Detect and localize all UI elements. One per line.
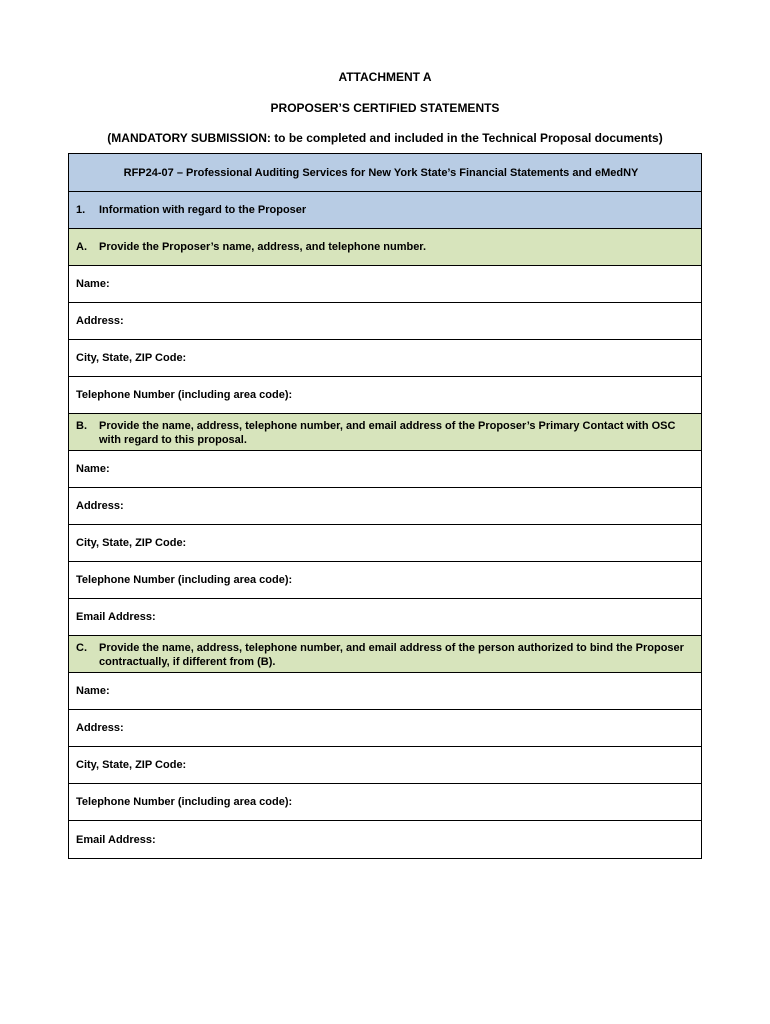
attachment-label: ATTACHMENT A: [338, 70, 432, 84]
part-a-address-field[interactable]: [69, 303, 701, 340]
part-c-letter: C.: [76, 642, 87, 654]
document-subtitle: (MANDATORY SUBMISSION: to be completed and included in the Technical Proposal documents): [107, 131, 663, 145]
field-label: Address:: [76, 722, 124, 734]
part-a-name-field[interactable]: [69, 266, 701, 303]
field-label: Name:: [76, 685, 110, 697]
field-label: Telephone Number (including area code):: [76, 389, 293, 401]
field-label: Telephone Number (including area code):: [76, 574, 293, 586]
field-label: Email Address:: [76, 833, 156, 846]
part-b-telephone-field[interactable]: [69, 562, 701, 599]
part-a-letter: A.: [76, 241, 87, 253]
document-title: PROPOSER’S CERTIFIED STATEMENTS: [270, 101, 500, 115]
part-c-email-field[interactable]: [69, 821, 701, 858]
field-label: City, State, ZIP Code:: [76, 759, 187, 771]
part-b-city-field[interactable]: [69, 525, 701, 562]
part-b-email-field[interactable]: [69, 599, 701, 636]
part-a-telephone-field[interactable]: [69, 377, 701, 414]
part-b-letter: B.: [76, 420, 87, 432]
part-b-name-field[interactable]: [69, 451, 701, 488]
part-c-address-field[interactable]: [69, 710, 701, 747]
field-label: City, State, ZIP Code:: [76, 537, 187, 549]
field-label: City, State, ZIP Code:: [76, 352, 187, 364]
rfp-title-row: [69, 154, 701, 192]
part-c-name-field[interactable]: [69, 673, 701, 710]
field-label: Email Address:: [76, 611, 156, 623]
proposer-form-table: [68, 153, 702, 859]
rfp-title: RFP24-07 – Professional Auditing Services for New York State’s Financial Statements and eMedNY: [123, 166, 639, 179]
part-b-row: [69, 414, 701, 451]
part-a-label: Provide the Proposer’s name, address, and telephone number.: [99, 241, 427, 253]
section-label: Information with regard to the Proposer: [99, 204, 307, 216]
section-number: 1.: [76, 204, 86, 216]
part-c-city-field[interactable]: [69, 747, 701, 784]
part-b-address-field[interactable]: [69, 488, 701, 525]
field-label: Telephone Number (including area code):: [76, 796, 293, 808]
field-label: Name:: [76, 278, 110, 290]
field-label: Address:: [76, 500, 124, 512]
part-b-label: Provide the name, address, telephone number, and email address of the Proposer’s Primary Contact with OSC with regard to this proposal.: [99, 420, 676, 446]
field-label: Address:: [76, 315, 124, 327]
part-c-label: Provide the name, address, telephone number, and email address of the person authorized to bind the Proposer contractually, if different from (B).: [99, 642, 684, 668]
section-1-row: [69, 192, 701, 229]
field-label: Name:: [76, 463, 110, 475]
part-c-row: [69, 636, 701, 673]
part-a-city-field[interactable]: [69, 340, 701, 377]
part-c-telephone-field[interactable]: [69, 784, 701, 821]
part-a-row: [69, 229, 701, 266]
